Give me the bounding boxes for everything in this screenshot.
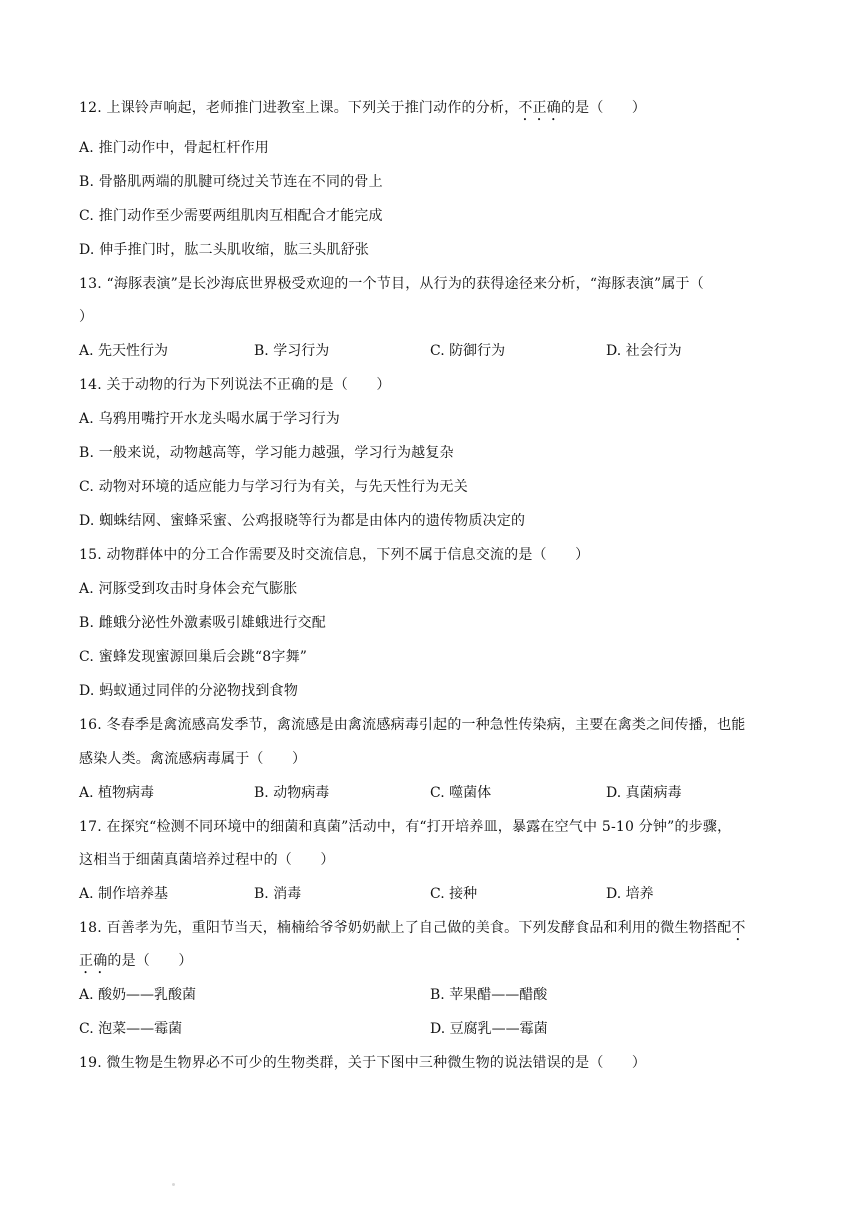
q18-stem-tail: 的是（ ） [107,953,193,969]
q12-option-b: B. 骨骼肌两端的肌腱可绕过关节连在不同的骨上 [79,174,383,190]
q17-stem-cont: 这相当于细菌真菌培养过程中的（ ） [79,852,335,868]
q18-options-row1 [79,985,800,1005]
q17-option-d: D. 培养 [606,886,654,902]
q13-options [79,341,800,361]
q16-option-a: A. 植物病毒 [79,785,155,801]
q13-stem-cont: ） [79,309,94,325]
q15-stem: 15. 动物群体中的分工合作需要及时交流信息，下列不属于信息交流的是（ ） [79,547,590,563]
q19-stem: 19. 微生物是生物界必不可少的生物类群，关于下图中三种微生物的说法错误的是（ ） [79,1055,647,1071]
q12-option-a: A. 推门动作中，骨起杠杆作用 [79,140,270,156]
q17-option-b: B. 消毒 [254,886,302,902]
q12-option-d: D. 伸手推门时，肱二头肌收缩，肱三头肌舒张 [79,242,370,258]
q12-stem [79,98,646,124]
q13-option-d: D. 社会行为 [606,343,682,359]
q14-option-c: C. 动物对环境的适应能力与学习行为有关，与先天性行为无关 [79,479,468,495]
q16-stem-cont: 感染人类。禽流感病毒属于（ ） [79,751,307,767]
q15-option-d: D. 蚂蚁通过同伴的分泌物找到食物 [79,683,299,699]
footer-dot [172,1183,175,1186]
q18-option-a: A. 酸奶——乳酸菌 [79,987,197,1003]
q17-option-a: A. 制作培养基 [79,886,169,902]
q18-emphasis-1: 不 [731,920,746,936]
q13-option-b: B. 学习行为 [254,343,330,359]
q18-option-d: D. 豆腐乳——霉菌 [430,1021,548,1037]
q18-emphasis-2: 正确 [79,953,108,969]
q12-stem-text: 12. 上课铃声响起，老师推门进教室上课。下列关于推门动作的分析， [79,100,519,116]
q16-stem: 16. 冬春季是禽流感高发季节，禽流感是由禽流感病毒引起的一种急性传染病，主要在禽类之间传播，也能 [79,717,746,733]
q14-option-a: A. 乌鸦用嘴拧开水龙头喝水属于学习行为 [79,411,341,427]
q13-option-a: A. 先天性行为 [79,343,169,359]
q16-option-d: D. 真菌病毒 [606,785,682,801]
q16-options [79,783,800,803]
q18-option-c: C. 泡菜——霉菌 [79,1021,183,1037]
q15-option-c: C. 蜜蜂发现蜜源回巢后会跳“8字舞” [79,649,308,665]
q18-stem-text: 18. 百善孝为先，重阳节当天，楠楠给爷爷奶奶献上了自己做的美食。下列发酵食品和利用的微生物搭配 [79,920,732,936]
q14-option-d: D. 蜘蛛结网、蜜蜂采蜜、公鸡报晓等行为都是由体内的遗传物质决定的 [79,513,526,529]
q18-options-row2 [79,1019,800,1039]
q14-option-b: B. 一般来说，动物越高等，学习能力越强，学习行为越复杂 [79,445,454,461]
q16-option-c: C. 噬菌体 [430,785,492,801]
q17-stem: 17. 在探究“检测不同环境中的细菌和真菌”活动中，有“打开培养皿，暴露在空气中 5-10 分钟”的步骤， [79,819,732,835]
q16-option-b: B. 动物病毒 [254,785,330,801]
q15-option-a: A. 河豚受到攻击时身体会充气膨胀 [79,581,298,597]
q18-stem-cont [79,951,193,977]
q15-option-b: B. 雌蛾分泌性外激素吸引雄蛾进行交配 [79,615,326,631]
q13-stem: 13. “海豚表演”是长沙海底世界极受欢迎的一个节目，从行为的获得途径来分析，“海豚表演”属于（ [79,276,704,292]
q17-option-c: C. 接种 [430,886,478,902]
q12-option-c: C. 推门动作至少需要两组肌肉互相配合才能完成 [79,208,383,224]
q14-stem: 14. 关于动物的行为下列说法不正确的是（ ） [79,377,391,393]
q13-option-c: C. 防御行为 [430,343,506,359]
q18-option-b: B. 苹果醋——醋酸 [430,987,548,1003]
q12-stem-tail: 的是（ ） [560,100,647,116]
q12-emphasis: 不正确 [518,100,561,116]
q17-options [79,884,800,904]
q18-stem [79,918,746,944]
